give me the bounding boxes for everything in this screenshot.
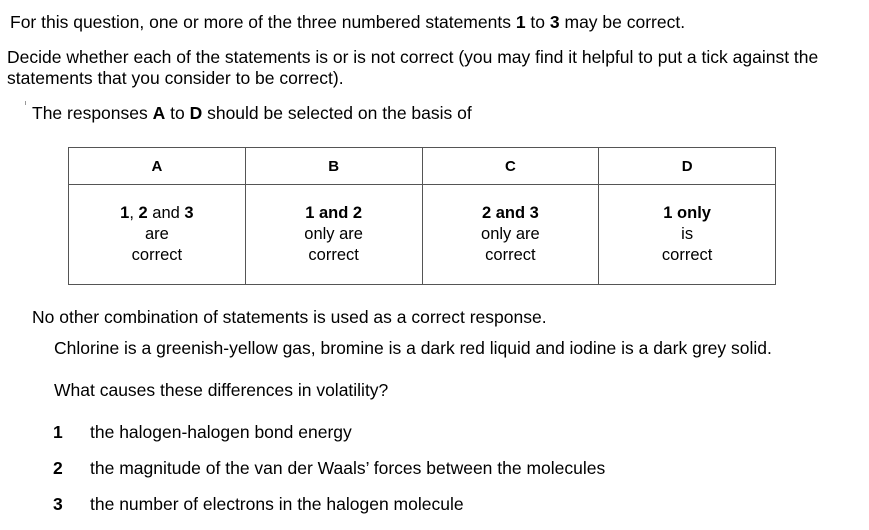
response-header-b: B [245, 148, 422, 185]
response-cell-c-line2: only are [481, 225, 540, 243]
responses-text-end: should be selected on the basis of [202, 103, 472, 123]
response-letter-first: A [152, 103, 166, 123]
response-cell-b-line1-text: 1 and 2 [305, 204, 363, 222]
response-cell-a-line2: are [144, 225, 169, 243]
response-header-row [69, 148, 776, 185]
option-2-text: the magnitude of the van der Waals’ forces between the molecules [90, 458, 606, 478]
response-key-table [68, 147, 776, 285]
response-header-d: D [599, 148, 776, 185]
instruction-text-to: to [525, 12, 550, 32]
question-prompt: What causes these differences in volatility? [54, 380, 389, 400]
tick-mark [25, 101, 26, 105]
option-1-text: the halogen-halogen bond energy [90, 422, 352, 442]
response-cell-c-line1 [423, 203, 599, 224]
response-cell-a-line1: 1, 2 and 3 [120, 204, 194, 222]
response-cell-b-line1 [246, 203, 422, 224]
instruction-text-end: may be correct. [559, 12, 686, 32]
responses-text-start: The responses [32, 103, 153, 123]
response-cell-c-line3: correct [485, 246, 536, 264]
response-cell-d-line1 [599, 203, 775, 224]
instruction-text-start: For this question, one or more of the three numbered statements [10, 12, 516, 32]
response-cell-d-line1-text: 1 only [663, 204, 711, 222]
response-header-c: C [422, 148, 599, 185]
responses-text-to: to [165, 103, 190, 123]
response-cell-d-line2: is [681, 225, 694, 243]
response-cell-c-line1-text: 2 and 3 [481, 204, 539, 222]
decide-instruction: Decide whether each of the statements is or is not correct (you may find it helpful to put a tick against the statements that you consider to be correct). [7, 47, 819, 88]
response-cell-b-line2: only are [304, 225, 363, 243]
instruction-line-1 [10, 12, 685, 33]
option-1-number: 1 [53, 422, 63, 442]
option-3-number: 3 [53, 494, 63, 514]
response-header-a: A [69, 148, 246, 185]
no-other-combination-note: No other combination of statements is used as a correct response. [32, 307, 547, 327]
question-stem: Chlorine is a greenish-yellow gas, bromine is a dark red liquid and iodine is a dark grey solid. [54, 338, 772, 358]
option-3-text: the number of electrons in the halogen molecule [90, 494, 464, 514]
response-cell-a-line3: correct [131, 246, 183, 264]
statement-number-last: 3 [549, 12, 560, 32]
response-cell-b-line3: correct [308, 246, 359, 264]
response-cell-a [69, 185, 246, 285]
response-body-row [69, 185, 776, 285]
response-cell-c [422, 185, 599, 285]
statement-number-first: 1 [515, 12, 526, 32]
response-cell-d [599, 185, 776, 285]
option-2-number: 2 [53, 458, 63, 478]
responses-line [32, 103, 472, 124]
response-cell-b [245, 185, 422, 285]
response-cell-d-line3: correct [661, 246, 713, 264]
response-letter-last: D [189, 103, 203, 123]
